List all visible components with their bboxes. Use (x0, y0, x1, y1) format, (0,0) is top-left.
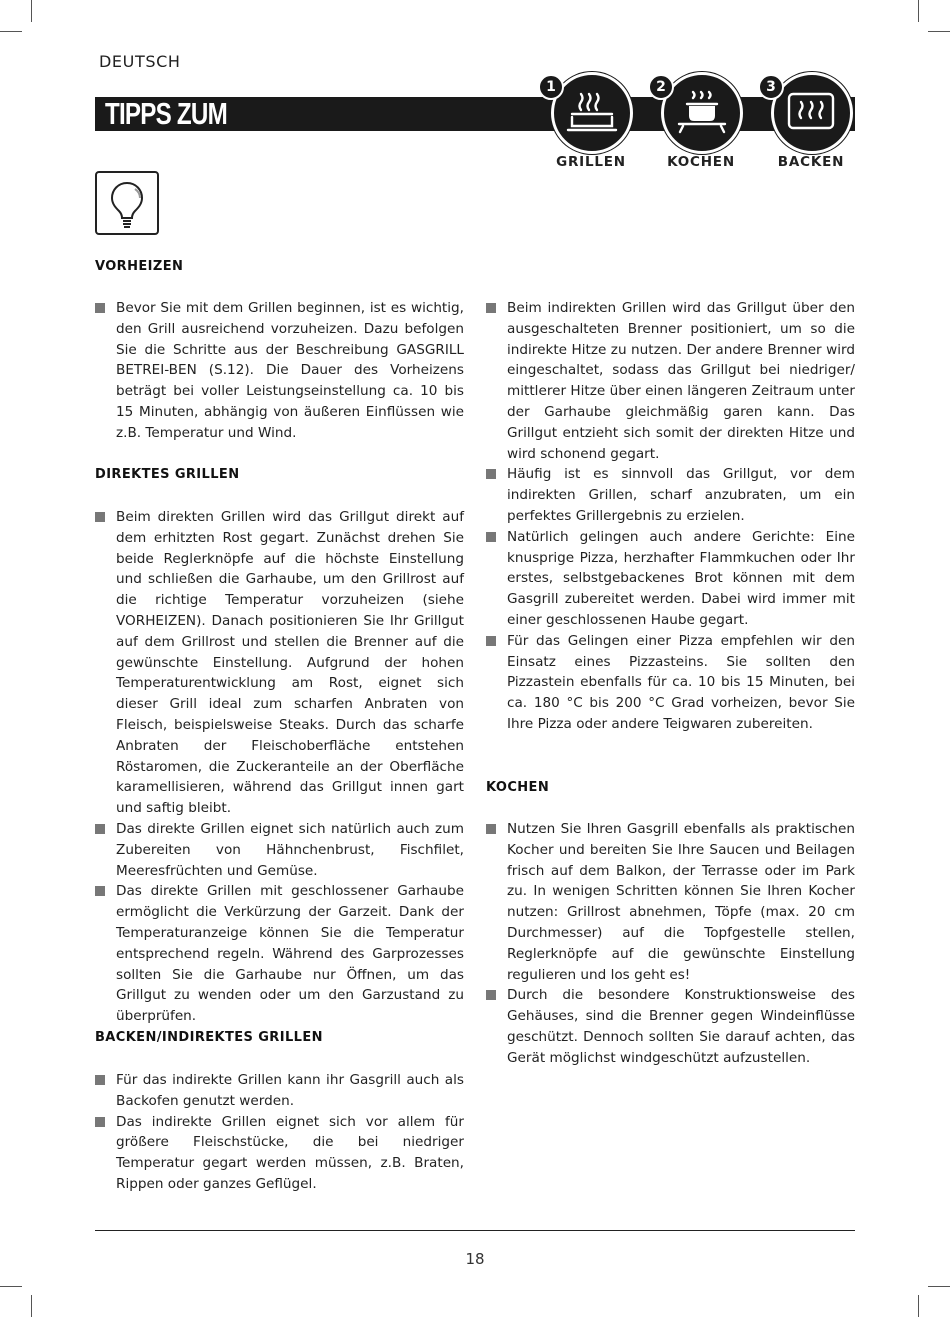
bullet-square-icon (95, 1075, 105, 1085)
page-number: 18 (465, 1250, 485, 1268)
mode-number: 2 (648, 74, 674, 100)
crop-mark (918, 1295, 919, 1317)
bullet-square-icon (95, 1117, 105, 1127)
bullet-square-icon (95, 303, 105, 313)
mode-number: 1 (538, 74, 564, 100)
list-item: Das direkte Grillen eignet sich natürlich auch zum Zubereiten von Hähnchenbrust, Fischfilet, Meeresfrüchten und Gemüse. (95, 819, 464, 881)
pot-icon (669, 84, 735, 140)
bullet-square-icon (486, 636, 496, 646)
list-item: Für das Gelingen einer Pizza empfehlen wir den Einsatz eines Pizzasteins. Sie sollten den Pizzastein ebenfalls für ca. 10 bis 15 Minuten, bei ca. 180 °C bis 200 °C Grad vorheizen, bevor Sie Ihre Pizza oder andere Teigwaren zubereiten. (486, 631, 855, 735)
list-item: Bevor Sie mit dem Grillen beginnen, ist es wichtig, den Grill ausreichend vorzuheizen. Dazu befolgen Sie die Schritte aus der Beschreibung GASGRILL BETREI-BEN (S.12). Die Dauer des Vorheizens beträgt bei voller Leistungseinstellung ca. 10 bis 15 Minuten, abhängig von äußeren Einflüssen wie z.B. Temperatur und Wind. (95, 298, 464, 444)
mode-kochen (655, 70, 745, 180)
list-direktes-grillen (95, 507, 464, 1027)
mode-label: BACKEN (777, 154, 845, 170)
bullet-square-icon (486, 824, 496, 834)
mode-grillen (545, 70, 635, 180)
crop-mark (31, 0, 32, 22)
mode-backen (765, 70, 855, 180)
heading-vorheizen: VORHEIZEN (95, 259, 184, 274)
crop-mark (928, 1286, 950, 1287)
heading-direktes-grillen: DIREKTES GRILLEN (95, 467, 240, 482)
list-backen (95, 1070, 464, 1195)
bullet-square-icon (486, 469, 496, 479)
grill-tray-icon (559, 84, 625, 140)
list-item: Natürlich gelingen auch andere Gerichte: Eine knusprige Pizza, herzhafter Flammkuchen oder Ihr erstes, selbstgebackenes Brot können mit dem Gasgrill zubereitet werden. Dabei wird immer mit einer geschlossenen Haube gegart. (486, 527, 855, 631)
crop-mark (0, 1286, 22, 1287)
mode-number: 3 (758, 74, 784, 100)
heading-kochen: KOCHEN (486, 780, 550, 795)
oven-icon (779, 84, 845, 140)
list-kochen (486, 819, 855, 1069)
crop-mark (31, 1295, 32, 1317)
list-item: Häufig ist es sinnvoll das Grillgut, vor dem indirekten Grillen, scharf anzubraten, um ein perfektes Grillergebnis zu erzielen. (486, 464, 855, 526)
list-item: Beim indirekten Grillen wird das Grillgut über den ausgeschalteten Brenner positioniert, um so die indirekte Hitze zu nutzen. Der andere Brenner wird eingeschaltet, sodass das Grillgut bei niedriger/ mittlerer Hitze über einen längeren Zeitraum unter der Garhaube gleichmäßig garen kann. Das Grillgut entzieht sich somit der direkten Hitze und wird schonend gegart. (486, 298, 855, 464)
crop-mark (0, 31, 22, 32)
list-item: Beim direkten Grillen wird das Grillgut direkt auf dem erhitzten Rost gegart. Zunächst drehen Sie beide Reglerknöpfe auf die höchste Einstellung und schließen die Garhaube, um den Grillrost auf die richtige Temperatur vorzuheizen (siehe VORHEIZEN). Danach positionieren Sie Ihr Grillgut auf dem Grillrost und stellen die Brenner auf die gewünschte Einstellung. Aufgrund der hohen Temperaturentwicklung am Rost, eignet sich dieser Grill ideal zum scharfen Anbraten von Fleisch, beispielsweise Steaks. Durch das scharfe Anbraten der Fleischoberfläche entstehen Röstaromen, die Zuckeranteile an der Oberfläche karamellisieren, während das Grillgut innen gart und saftig bleibt. (95, 507, 464, 819)
bullet-square-icon (486, 303, 496, 313)
bullet-square-icon (95, 886, 105, 896)
list-vorheizen (95, 298, 464, 444)
page-title: TIPPS ZUM (105, 96, 227, 131)
list-item: Durch die besondere Konstruktionsweise des Gehäuses, sind die Brenner gegen Windeinflüsse geschützt. Dennoch sollten Sie darauf achten, das Gerät möglichst windgeschützt aufzustellen. (486, 985, 855, 1068)
light-bulb-icon (97, 173, 157, 233)
list-indirektes-grillen (486, 298, 855, 735)
list-item: Nutzen Sie Ihren Gasgrill ebenfalls als praktischen Kocher und bereiten Sie Ihre Saucen und Beilagen frisch auf dem Balkon, der Terrasse oder im Park zu. In wenigen Schritten können Sie Ihren Kocher nutzen: Grillrost abnehmen, Töpfe (max. 20 cm Durchmesser) auf die Topfgestelle stellen, Reglerknöpfe auf die gewünschte Einstellung regulieren und los geht es! (486, 819, 855, 985)
list-item: Das indirekte Grillen eignet sich vor allem für größere Fleischstücke, die bei niedriger Temperatur gegart werden müssen, z.B. Braten, Rippen oder ganzes Geflügel. (95, 1112, 464, 1195)
footer-divider (95, 1230, 855, 1231)
list-item: Für das indirekte Grillen kann ihr Gasgrill auch als Backofen genutzt werden. (95, 1070, 464, 1112)
crop-mark (928, 31, 950, 32)
bullet-square-icon (486, 990, 496, 1000)
bullet-square-icon (95, 512, 105, 522)
bullet-square-icon (95, 824, 105, 834)
bullet-square-icon (486, 532, 496, 542)
list-item: Das direkte Grillen mit geschlossener Garhaube ermöglicht die Verkürzung der Garzeit. Dank der Temperaturanzeige können Sie die Temperatur entsprechend regeln. Während des Garprozesses sollten Sie die Garhaube nur Öffnen, um das Grillgut zu wenden oder um den Garzustand zu überprüfen. (95, 881, 464, 1027)
mode-label: KOCHEN (667, 154, 735, 170)
tip-box (95, 171, 159, 235)
crop-mark (918, 0, 919, 22)
heading-backen-indirektes-grillen: BACKEN/INDIREKTES GRILLEN (95, 1030, 323, 1045)
mode-label: GRILLEN (556, 154, 626, 170)
language-label: DEUTSCH (99, 52, 181, 71)
